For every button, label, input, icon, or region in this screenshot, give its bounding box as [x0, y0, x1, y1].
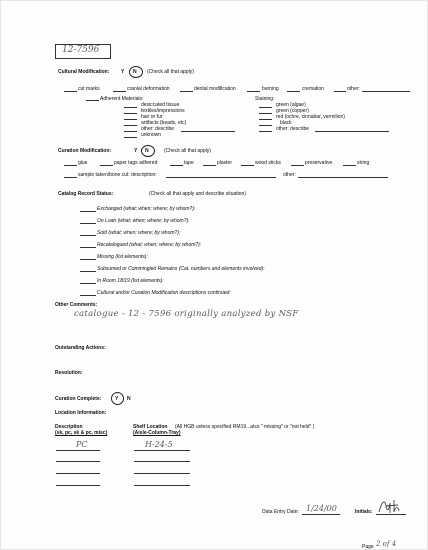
- glue: glue: [78, 160, 88, 166]
- cultural-n[interactable]: N: [133, 69, 137, 75]
- cultural-check-note: (Check all that apply): [147, 69, 194, 75]
- status-item: On Loan (what; when; where; by whom?):: [97, 218, 190, 224]
- cut-marks: cut marks: [78, 86, 100, 92]
- outstanding-actions-label: Outstanding Actions:: [55, 345, 106, 351]
- tape: tape: [184, 160, 194, 166]
- data-entry-date-label: Data Entry Date:: [262, 509, 299, 515]
- curation-complete-label: Curation Complete:: [55, 396, 102, 402]
- shelf-location-note: (All HGB unless specified RM19...also " missing" or "not held" ): [175, 424, 315, 430]
- shelf-location-sub: (Aisle-Column-Tray): [133, 430, 181, 436]
- resolution-label: Resolution:: [55, 370, 83, 376]
- adherent-item: artifacts (beads, etc): [141, 120, 187, 126]
- staining-item: green (algae): [276, 102, 306, 108]
- cranial-deformation: cranial deformation: [127, 86, 170, 92]
- curation-modification-label: Curation Modification:: [58, 148, 112, 154]
- adherent-item: other: describe: [141, 126, 175, 132]
- dental-modification: dental modification: [194, 86, 236, 92]
- status-item: Recatalogued (what; when; where; by whom?):: [97, 242, 202, 248]
- staining-item: black: [280, 120, 292, 126]
- cultural-y[interactable]: Y: [121, 69, 125, 75]
- page-value: 2 of 4: [376, 540, 397, 548]
- status-item: In Room 18/19 (list elements):: [97, 278, 164, 284]
- initials-label: Initials:: [355, 509, 373, 515]
- initials-signature: [376, 497, 402, 515]
- other-comments-label: Other Comments:: [55, 302, 98, 308]
- description-label: Description: [55, 424, 83, 430]
- staining-item: red (ochre, cinnabar, vermilion): [276, 114, 345, 120]
- adherent-item: hair or fur: [141, 114, 163, 120]
- preservative: preservative: [305, 160, 333, 166]
- adherent-item: textiles/impressions: [141, 108, 185, 114]
- adherent-item: unknown: [141, 132, 162, 138]
- catalog-record-status-label: Catalog Record Status:: [58, 191, 114, 197]
- staining-item: other: describe: [276, 126, 310, 132]
- description-sub: (sk, pc, sk & pc, misc): [55, 430, 108, 436]
- status-item: Sold (what; when; where; by whom?):: [97, 230, 181, 236]
- status-item: Missing (list elements):: [97, 254, 148, 260]
- cremation: cremation: [302, 86, 324, 92]
- curation-n[interactable]: N: [145, 148, 149, 154]
- curation-other: other:: [283, 172, 296, 178]
- adherent-item: desiccated tissue: [141, 102, 180, 108]
- shelf-location-value: H-24-5: [145, 440, 173, 449]
- other-comments-handwritten: catalogue - 12 - 7596 originally analyzed by NSF: [74, 309, 299, 319]
- curation-y[interactable]: Y: [134, 148, 138, 154]
- location-information-label: Location Information:: [55, 410, 107, 416]
- curation-complete-y[interactable]: Y: [115, 396, 119, 402]
- curation-complete-n[interactable]: N: [127, 396, 131, 402]
- status-item: Subsumed or Commingled Remains (Cat. numbers and elements involved):: [97, 266, 265, 272]
- shelf-location-label: Shelf Location: [133, 424, 168, 430]
- cultural-modification-label: Cultural Modification:: [58, 69, 110, 75]
- staining-item: green (copper): [276, 108, 309, 114]
- paper-tags-adhered: paper tags adhered: [114, 160, 158, 166]
- catalog-status-note: (Check all that apply and describe situation): [149, 191, 246, 197]
- staining-label: Staining:: [255, 96, 275, 102]
- string: string: [357, 160, 370, 166]
- catalog-number: 12-7596: [62, 45, 100, 55]
- data-entry-date-value: 1/24/00: [306, 504, 337, 513]
- burning: burning: [262, 86, 279, 92]
- status-item: Cultural and/or Curation Modification descriptions continued:: [97, 290, 231, 296]
- adherent-materials-label: Adherent Materials:: [100, 96, 144, 102]
- description-value: PC: [76, 440, 88, 449]
- other-cultural: other:: [347, 86, 360, 92]
- status-item: Exchanged (what; when; where; by whom?):: [97, 206, 196, 212]
- curation-check-note: (Check all that apply): [164, 148, 211, 154]
- page-label: Page: [362, 544, 374, 550]
- wood-sticks: wood sticks: [255, 160, 281, 166]
- sample-taken: sample taken/bone cut: description:: [78, 172, 157, 178]
- plaster: plaster: [217, 160, 233, 166]
